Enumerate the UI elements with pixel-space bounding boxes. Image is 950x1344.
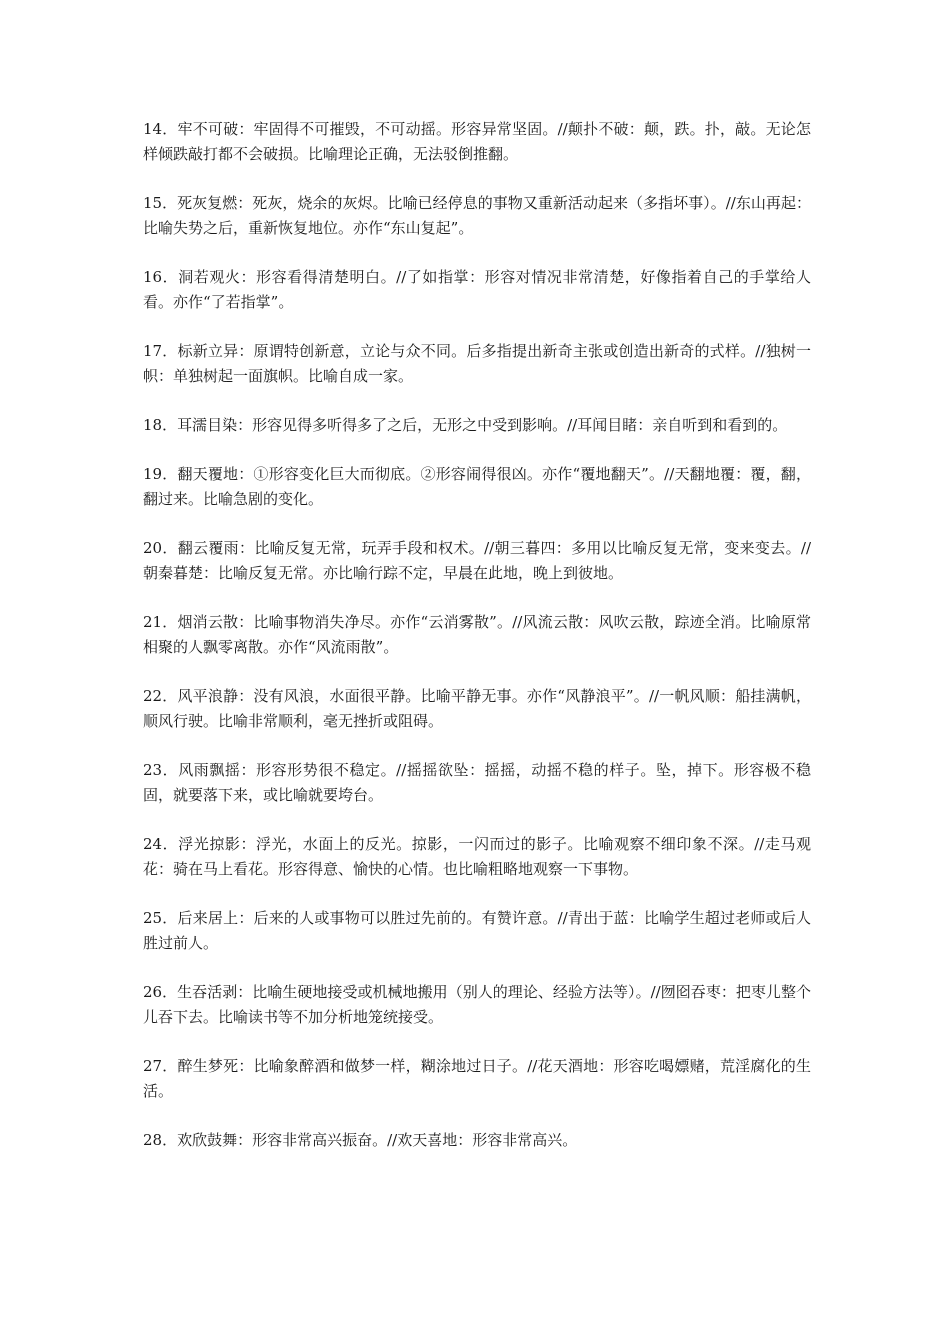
idiom-entry-20: 20．翻云覆雨：比喻反复无常，玩弄手段和权术。//朝三暮四：多用以比喻反复无常，变来变去。//朝秦暮楚：比喻反复无常。亦比喻行踪不定，早晨在此地，晚上到彼地。 bbox=[143, 539, 811, 582]
idiom-entry-16: 16．洞若观火：形容看得清楚明白。//了如指掌：形容对情况非常清楚，好像指着自己的手掌给人看。亦作“了若指掌”。 bbox=[143, 268, 811, 311]
idiom-entry-18: 18．耳濡目染：形容见得多听得多了之后，无形之中受到影响。//耳闻目睹：亲自听到和看到的。 bbox=[143, 416, 788, 434]
idiom-entry-21: 21．烟消云散：比喻事物消失净尽。亦作“云消雾散”。//风流云散：风吹云散，踪迹全消。比喻原常相聚的人飘零离散。亦作“风流雨散”。 bbox=[143, 613, 811, 656]
idiom-entry-24: 24．浮光掠影：浮光，水面上的反光。掠影，一闪而过的影子。比喻观察不细印象不深。//走马观花：骑在马上看花。形容得意、愉快的心情。也比喻粗略地观察一下事物。 bbox=[143, 835, 811, 878]
idiom-entry-14: 14．牢不可破：牢固得不可摧毁，不可动摇。形容异常坚固。//颠扑不破：颠，跌。扑，敲。无论怎样倾跌敲打都不会破损。比喻理论正确，无法驳倒推翻。 bbox=[143, 120, 811, 163]
idiom-entry-17: 17．标新立异：原谓特创新意，立论与众不同。后多指提出新奇主张或创造出新奇的式样。//独树一帜：单独树起一面旗帜。比喻自成一家。 bbox=[143, 342, 811, 385]
idiom-list bbox=[143, 117, 811, 1153]
idiom-entry-23: 23．风雨飘摇：形容形势很不稳定。//摇摇欲坠：摇摇，动摇不稳的样子。坠，掉下。形容极不稳固，就要落下来，或比喻就要垮台。 bbox=[143, 761, 811, 804]
idiom-entry-15: 15．死灰复燃：死灰，烧余的灰烬。比喻已经停息的事物又重新活动起来（多指坏事）。//东山再起：比喻失势之后，重新恢复地位。亦作“东山复起”。 bbox=[143, 194, 811, 237]
idiom-entry-26: 26．生吞活剥：比喻生硬地接受或机械地搬用（别人的理论、经验方法等）。//囫囵吞枣：把枣儿整个儿吞下去。比喻读书等不加分析地笼统接受。 bbox=[143, 983, 811, 1026]
idiom-entry-25: 25．后来居上：后来的人或事物可以胜过先前的。有赞许意。//青出于蓝：比喻学生超过老师或后人胜过前人。 bbox=[143, 909, 811, 952]
idiom-entry-19: 19．翻天覆地：①形容变化巨大而彻底。②形容闹得很凶。亦作“覆地翻天”。//天翻地覆：覆，翻，翻过来。比喻急剧的变化。 bbox=[143, 465, 811, 508]
idiom-entry-27: 27．醉生梦死：比喻象醉酒和做梦一样，糊涂地过日子。//花天酒地：形容吃喝嫖赌，荒淫腐化的生活。 bbox=[143, 1057, 811, 1100]
idiom-entry-22: 22．风平浪静：没有风浪，水面很平静。比喻平静无事。亦作“风静浪平”。//一帆风顺：船挂满帆，顺风行驶。比喻非常顺利，毫无挫折或阻碍。 bbox=[143, 687, 811, 730]
idiom-entry-28: 28．欢欣鼓舞：形容非常高兴振奋。//欢天喜地：形容非常高兴。 bbox=[143, 1131, 578, 1149]
